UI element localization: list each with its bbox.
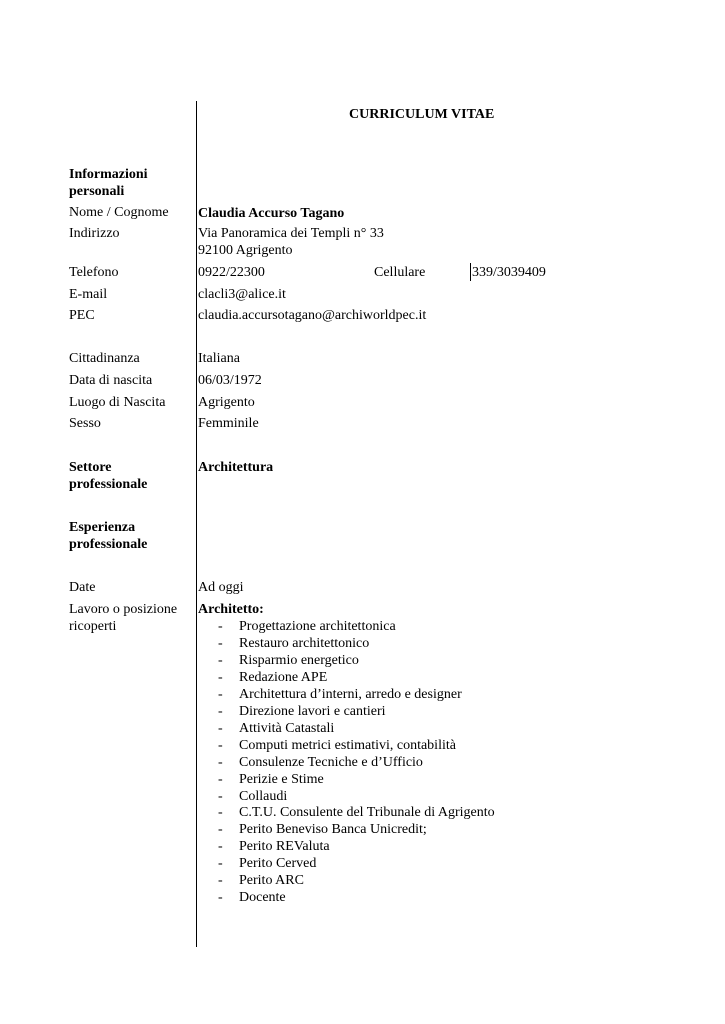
citizenship-label: Cittadinanza bbox=[69, 351, 140, 366]
sex-value: Femminile bbox=[198, 416, 259, 431]
pec-value: claudia.accursotagano@archiworldpec.it bbox=[198, 308, 427, 323]
list-item: Perito REValuta bbox=[239, 839, 330, 854]
mobile-divider bbox=[470, 263, 471, 281]
section-heading-sector-line1: Settore bbox=[69, 460, 112, 475]
section-heading-personal-line2: personali bbox=[69, 184, 125, 199]
list-item: Perito ARC bbox=[239, 873, 304, 888]
list-bullet: - bbox=[218, 789, 223, 804]
list-bullet: - bbox=[218, 670, 223, 685]
column-divider bbox=[196, 101, 197, 947]
phone-value: 0922/22300 bbox=[198, 265, 265, 280]
list-item: Collaudi bbox=[239, 789, 288, 804]
date-value: Ad oggi bbox=[198, 580, 244, 595]
mobile-label: Cellulare bbox=[374, 265, 426, 280]
email-label: E-mail bbox=[69, 287, 108, 302]
list-item: Architettura d’interni, arredo e designer bbox=[239, 687, 462, 702]
section-heading-sector-line2: professionale bbox=[69, 477, 148, 492]
sector-value: Architettura bbox=[198, 460, 274, 475]
list-bullet: - bbox=[218, 687, 223, 702]
position-label-line1: Lavoro o posizione bbox=[69, 602, 178, 617]
birthdate-value: 06/03/1972 bbox=[198, 373, 262, 388]
list-bullet: - bbox=[218, 856, 223, 871]
list-bullet: - bbox=[218, 738, 223, 753]
address-line2: 92100 Agrigento bbox=[198, 243, 293, 258]
position-label-line2: ricoperti bbox=[69, 619, 117, 634]
list-item: Docente bbox=[239, 890, 286, 905]
list-item: C.T.U. Consulente del Tribunale di Agrigento bbox=[239, 805, 495, 820]
list-item: Consulenze Tecniche e d’Ufficio bbox=[239, 755, 423, 770]
birthplace-label: Luogo di Nascita bbox=[69, 395, 166, 410]
list-bullet: - bbox=[218, 839, 223, 854]
birthdate-label: Data di nascita bbox=[69, 373, 153, 388]
pec-label: PEC bbox=[69, 308, 95, 323]
list-bullet: - bbox=[218, 755, 223, 770]
address-line1: Via Panoramica dei Templi n° 33 bbox=[198, 226, 384, 241]
section-heading-experience-line1: Esperienza bbox=[69, 520, 136, 535]
page-title: CURRICULUM VITAE bbox=[349, 107, 495, 122]
date-label: Date bbox=[69, 580, 96, 595]
list-item: Perito Cerved bbox=[239, 856, 317, 871]
list-bullet: - bbox=[218, 653, 223, 668]
position-value: Architetto: bbox=[198, 602, 264, 617]
list-item: Computi metrici estimativi, contabilità bbox=[239, 738, 456, 753]
list-item: Risparmio energetico bbox=[239, 653, 359, 668]
section-heading-experience-line2: professionale bbox=[69, 537, 148, 552]
list-item: Perizie e Stime bbox=[239, 772, 324, 787]
mobile-value: 339/3039409 bbox=[472, 265, 546, 280]
list-bullet: - bbox=[218, 822, 223, 837]
list-bullet: - bbox=[218, 772, 223, 787]
list-item: Direzione lavori e cantieri bbox=[239, 704, 386, 719]
address-label: Indirizzo bbox=[69, 226, 120, 241]
list-bullet: - bbox=[218, 636, 223, 651]
list-bullet: - bbox=[218, 721, 223, 736]
sex-label: Sesso bbox=[69, 416, 101, 431]
list-bullet: - bbox=[218, 619, 223, 634]
list-bullet: - bbox=[218, 704, 223, 719]
list-item: Restauro architettonico bbox=[239, 636, 370, 651]
phone-label: Telefono bbox=[69, 265, 119, 280]
email-value: clacli3@alice.it bbox=[198, 287, 286, 302]
list-item: Perito Beneviso Banca Unicredit; bbox=[239, 822, 427, 837]
list-item: Progettazione architettonica bbox=[239, 619, 396, 634]
name-label: Nome / Cognome bbox=[69, 205, 169, 220]
name-value: Claudia Accurso Tagano bbox=[198, 206, 345, 221]
birthplace-value: Agrigento bbox=[198, 395, 255, 410]
list-item: Redazione APE bbox=[239, 670, 328, 685]
list-item: Attività Catastali bbox=[239, 721, 335, 736]
list-bullet: - bbox=[218, 805, 223, 820]
list-bullet: - bbox=[218, 873, 223, 888]
list-bullet: - bbox=[218, 890, 223, 905]
section-heading-personal-line1: Informazioni bbox=[69, 167, 148, 182]
citizenship-value: Italiana bbox=[198, 351, 240, 366]
